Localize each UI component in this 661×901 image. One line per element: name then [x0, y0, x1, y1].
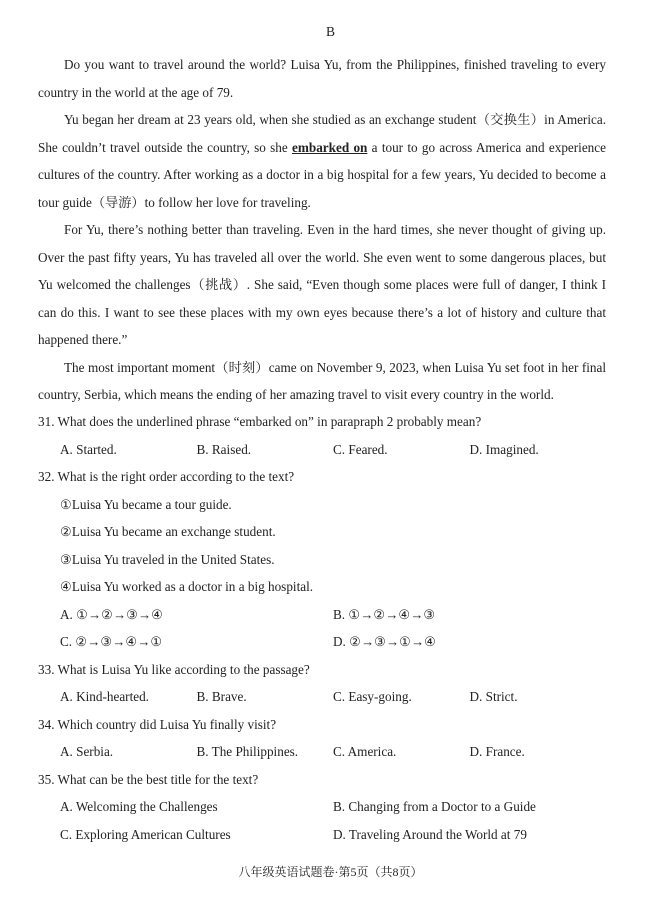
options [38, 683, 606, 711]
option-b: B. Raised. [196, 441, 252, 457]
question-31 [38, 408, 606, 463]
option-c: C. America. [333, 744, 397, 759]
options [38, 738, 606, 766]
statement-4: ④Luisa Yu worked as a doctor in a big hospital. [60, 579, 314, 594]
paragraph-1: Do you want to travel around the world? Luisa Yu, from the Philippines, finished traveling to every country in the world at the age of 79. [38, 57, 606, 100]
statement-3: ③Luisa Yu traveled in the United States. [60, 551, 275, 567]
question-35 [38, 766, 606, 849]
options [38, 436, 606, 464]
option-c: C. Easy-going. [333, 689, 412, 704]
options-row-1 [38, 601, 606, 629]
question-stem: 35. What can be the best title for the text? [38, 771, 259, 787]
option-a: A. Welcoming the Challenges [60, 799, 218, 814]
questions [38, 408, 606, 848]
option-d: D. Strict. [469, 689, 518, 704]
option-d: D. Traveling Around the World at 79 [333, 826, 527, 842]
section-letter: B [325, 24, 335, 39]
question-33 [38, 656, 606, 711]
statement-2: ②Luisa Yu became an exchange student. [60, 524, 276, 539]
page-footer: 八年级英语试题卷·第5页（共8页） [238, 865, 423, 879]
question-stem: 32. What is the right order according to the text? [38, 469, 295, 484]
options-row-2 [38, 821, 606, 849]
reading-passage [38, 51, 606, 409]
question-32 [38, 463, 606, 656]
question-stem: 33. What is Luisa Yu like according to the passage? [38, 661, 310, 677]
option-a: A. Serbia. [60, 744, 114, 759]
paragraph-4: The most important moment（时刻）came on November 9, 2023, when Luisa Yu set foot in her final country, Serbia, which means the ending of her amazing travel to visit every country in the world. [38, 359, 606, 402]
option-c: C. Feared. [333, 441, 388, 457]
option-b: B. The Philippines. [196, 744, 299, 759]
option-a: A. ①→②→③→④ [60, 606, 163, 622]
paragraph-3: For Yu, there’s nothing better than traveling. Even in the hard times, she never thought of giving up. Over the past fifty years, Yu has traveled all over the world. She even went to some dangerous places, but Yu welcomed the challenges（挑战）. She said, “Even though some places were full of danger, I think I can do this. I want to see these places with my own eyes because there’s a lot of history and culture that happened there.” [38, 222, 606, 347]
option-b: B. Changing from a Doctor to a Guide [333, 799, 536, 814]
option-b: B. Brave. [196, 689, 247, 704]
option-c: C. Exploring American Cultures [60, 826, 231, 842]
option-a: A. Kind-hearted. [60, 689, 149, 704]
option-d: D. Imagined. [469, 441, 539, 457]
paragraph-2 [38, 106, 606, 216]
option-a: A. Started. [60, 441, 117, 457]
option-c: C. ②→③→④→① [60, 634, 163, 649]
question-stem: 31. What does the underlined phrase “embarked on” in parapraph 2 probably mean? [38, 414, 482, 429]
question-stem: 34. Which country did Luisa Yu finally visit? [38, 716, 277, 732]
options-row-1 [38, 793, 606, 821]
paragraph-2-part-2: a tour to go across America and experience cultures of the country. After working as a doctor in a big hospital for a few years, Yu decided to become a tour guide（导游）to follow her love for traveling. [38, 139, 606, 210]
option-b: B. ①→②→④→③ [333, 606, 436, 622]
paragraph-2-part-1: Yu began her dream at 23 years old, when she studied as an exchange student（交换生）in America. She couldn’t travel outside the country, so she [38, 112, 606, 155]
option-d: D. ②→③→①→④ [333, 634, 436, 649]
question-34 [38, 711, 606, 766]
statement-1: ①Luisa Yu became a tour guide. [60, 496, 232, 512]
options-row-2 [38, 628, 606, 656]
underlined-phrase: embarked on [292, 139, 368, 155]
option-d: D. France. [469, 744, 525, 759]
